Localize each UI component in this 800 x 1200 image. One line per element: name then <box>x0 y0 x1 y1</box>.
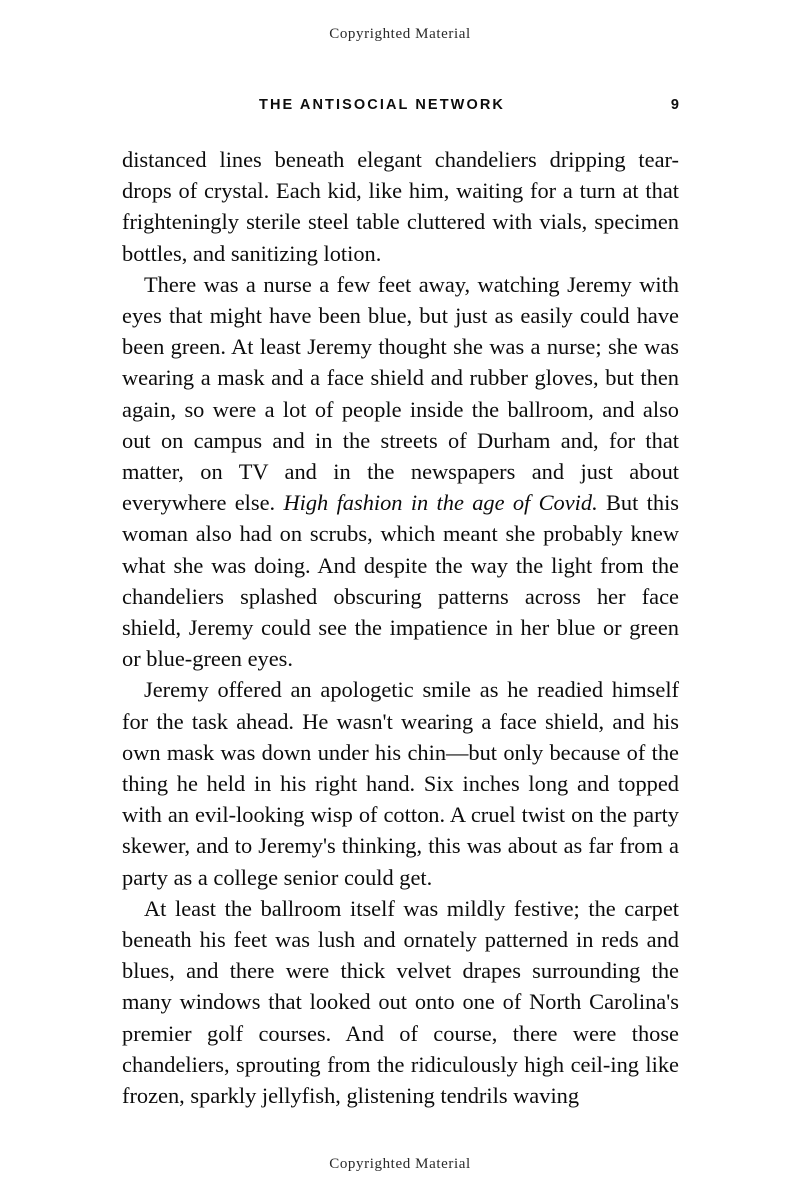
running-head-title: THE ANTISOCIAL NETWORK <box>259 97 505 113</box>
paragraph-2 <box>122 269 679 675</box>
paragraph-2-part-1: There was a nurse a few feet away, watching Jeremy with eyes that might have been blue, but just as easily could have been green. At least Jeremy thought she was a nurse; she was wearing a mask and a face shield and rubber gloves, but then again, so were a lot of people inside the ballroom, and also out on campus and in the streets of Durham and, for that matter, on TV and in the newspapers and just about everywhere else. <box>122 271 679 516</box>
running-head <box>122 97 679 117</box>
paragraph-3: Jeremy offered an apologetic smile as he readied himself for the task ahead. He wasn't wearing a face shield, and his own mask was down under his chin—but only because of the thing he held in his right hand. Six inches long and topped with an evil-looking wisp of cotton. A cruel twist on the party skewer, and to Jeremy's thinking, this was about as far from a party as a college senior could get. <box>122 677 679 890</box>
paragraph-2-part-2: But this woman also had on scrubs, which meant she probably knew what she was doing. And despite the way the light from the chandeliers splashed obscuring patterns across her face shield, Jeremy could see the impatience in her blue or green or blue-green eyes. <box>122 490 679 672</box>
body-text <box>122 144 679 1111</box>
paragraph-2-italic-phrase: High fashion in the age of Covid. <box>283 490 598 516</box>
copyright-watermark-bottom: Copyrighted Material <box>329 1156 471 1172</box>
paragraph-4: At least the ballroom itself was mildly festive; the carpet beneath his feet was lush and ornately patterned in reds and blues, and there were thick velvet drapes surrounding the many windows that looked out onto one of North Carolina's premier golf courses. And of course, there were those chandeliers, sprouting from the ridiculously high ceil-ing like frozen, sparkly jellyfish, glistening tendrils waving <box>122 895 679 1109</box>
paragraph-1: distanced lines beneath elegant chandeliers dripping tear-drops of crystal. Each kid, like him, waiting for a turn at that frighteningly sterile steel table cluttered with vials, specimen bottles, and sanitizing lotion. <box>122 147 679 266</box>
copyright-watermark-top: Copyrighted Material <box>329 26 471 42</box>
page-number: 9 <box>670 97 679 113</box>
